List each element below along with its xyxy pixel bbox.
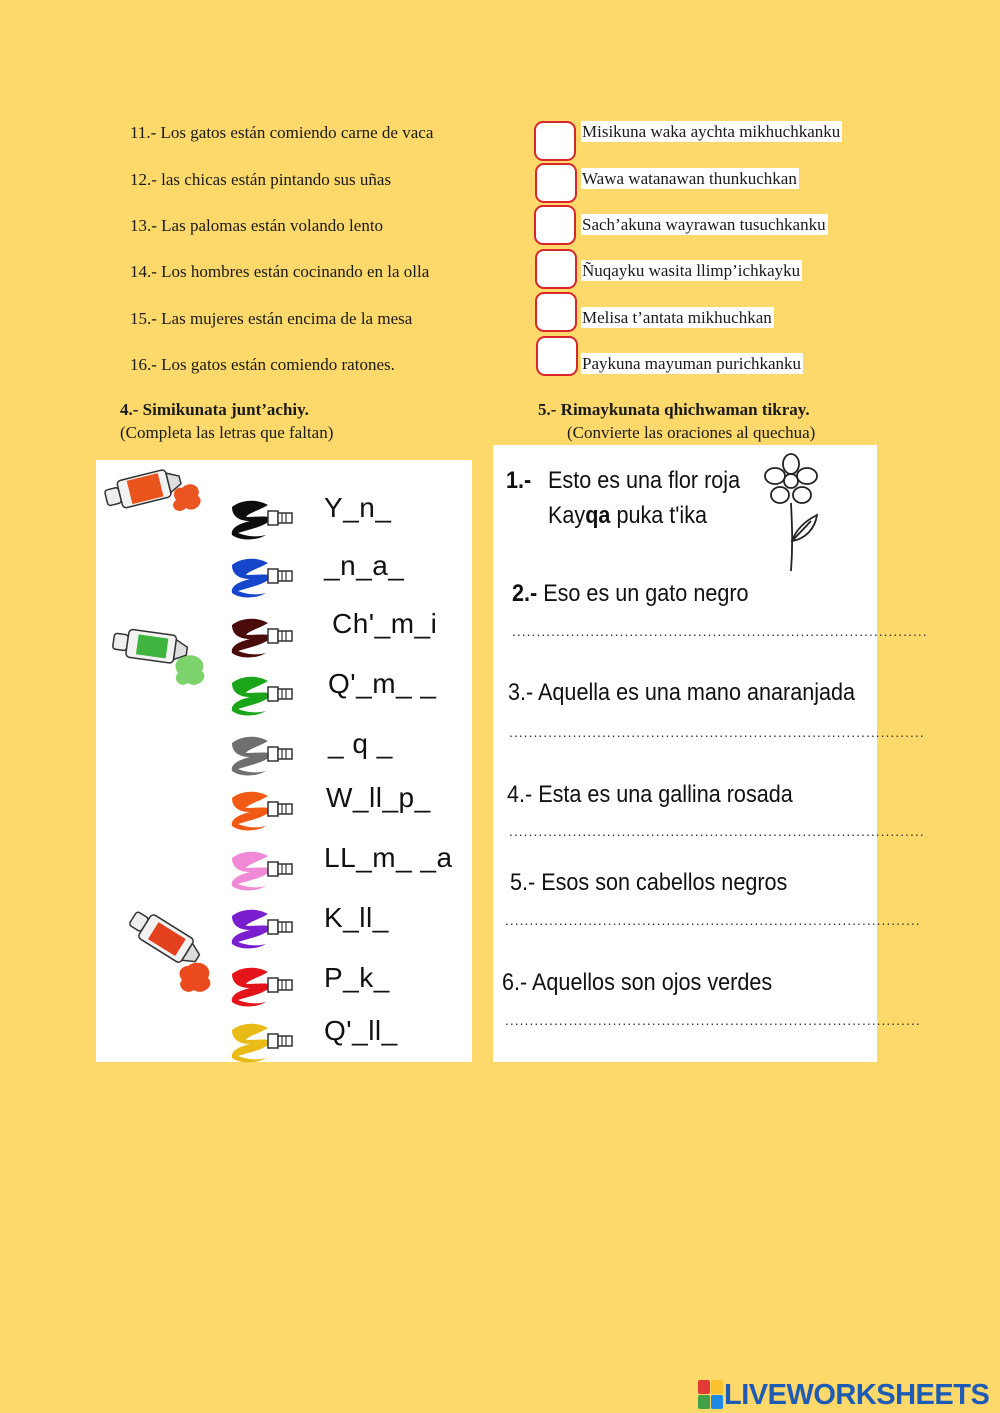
paint-blob-icon — [228, 848, 298, 892]
paint-blob-icon — [228, 555, 298, 599]
word-8: K_ll_ — [324, 902, 389, 933]
option-2: Wawa watanawan thunkuchkan — [582, 169, 797, 188]
paint-blob-icon — [228, 673, 298, 717]
answer-box-4[interactable] — [535, 249, 577, 289]
exercise-4-subtitle: (Completa las letras que faltan) — [120, 423, 334, 442]
option-4: Ñuqayku wasita llimp’ichkayku — [582, 261, 801, 280]
exercise-4-heading — [120, 400, 309, 420]
item-3: 3.- Aquella es una mano anaranjada — [508, 679, 856, 706]
paint-blob-icon — [228, 1020, 298, 1064]
answer-line-3[interactable]: ..................................................................................... — [509, 724, 925, 740]
liveworksheets-brand: LIVEWORKSHEETS — [724, 1378, 990, 1411]
example-quechua-pre: Kay — [548, 502, 586, 529]
answer-box-5[interactable] — [535, 292, 577, 332]
exercise-5-title: Rimaykunata qhichwaman tikray. — [560, 400, 810, 419]
paint-blob-icon — [228, 497, 298, 541]
example-quechua-post: puka t'ika — [610, 502, 708, 529]
colors-panel — [96, 460, 472, 1062]
answer-line-5[interactable]: ..................................................................................... — [505, 912, 921, 928]
word-4: Q'_m_ _ — [328, 668, 437, 699]
paint-blob-icon — [228, 733, 298, 777]
example-number: 1.- — [506, 467, 532, 494]
translation-panel — [493, 445, 928, 1062]
answer-box-2[interactable] — [535, 163, 577, 203]
liveworksheets-logo-icon — [698, 1380, 724, 1410]
item-5: 5.- Esos son cabellos negros — [510, 869, 788, 896]
word-1: Y_n_ — [324, 492, 392, 523]
question-16: 16.- Los gatos están comiendo ratones. — [130, 355, 395, 374]
answer-line-6[interactable]: ..................................................................................... — [505, 1012, 921, 1028]
question-12: 12.- las chicas están pintando sus uñas — [130, 170, 392, 189]
item-2-number: 2.- — [512, 580, 538, 607]
option-6: Paykuna mayuman purichkanku — [582, 354, 802, 373]
paint-blob-icon — [228, 788, 298, 832]
question-14: 14.- Los hombres están cocinando en la olla — [130, 262, 430, 281]
exercise-5-heading — [538, 400, 810, 420]
answer-line-2[interactable]: ..................................................................................... — [512, 623, 928, 639]
question-13: 13.- Las palomas están volando lento — [130, 216, 384, 235]
word-3: Ch'_m_i — [332, 608, 438, 639]
exercise-4-number: 4.- — [120, 400, 139, 419]
paint-tube-red-icon — [98, 462, 208, 522]
answer-box-3[interactable] — [534, 205, 576, 245]
answer-line-4[interactable]: ..................................................................................... — [509, 823, 925, 839]
item-2 — [512, 580, 749, 608]
item-4: 4.- Esta es una gallina rosada — [507, 781, 793, 808]
example-quechua — [548, 502, 707, 530]
word-5: _ q _ — [328, 728, 393, 759]
flower-icon — [761, 449, 819, 575]
word-10: Q'_ll_ — [324, 1015, 398, 1046]
item-2-text: Eso es un gato negro — [537, 580, 749, 607]
option-5: Melisa t’antata mikhuchkan — [582, 308, 772, 327]
paint-blob-icon — [228, 906, 298, 950]
word-9: P_k_ — [324, 962, 390, 993]
option-1: Misikuna waka aychta mikhuchkanku — [582, 122, 841, 141]
option-3: Sach’akuna wayrawan tusuchkanku — [582, 215, 826, 234]
question-15: 15.- Las mujeres están encima de la mesa — [130, 309, 413, 328]
item-6: 6.- Aquellos son ojos verdes — [502, 969, 773, 996]
word-6: W_ll_p_ — [326, 782, 431, 813]
paint-blob-icon — [228, 615, 298, 659]
paint-blob-icon — [228, 964, 298, 1008]
example-quechua-bold: qa — [585, 502, 611, 529]
exercise-5-subtitle: (Convierte las oraciones al quechua) — [567, 423, 816, 442]
paint-tube-red2-icon — [116, 908, 226, 998]
answer-box-1[interactable] — [534, 121, 576, 161]
paint-tube-green-icon — [106, 625, 216, 695]
exercise-4-title: Simikunata junt’achiy. — [142, 400, 309, 419]
liveworksheets-logo — [698, 1378, 989, 1412]
question-11: 11.- Los gatos están comiendo carne de vaca — [130, 123, 434, 142]
example-spanish: Esto es una flor roja — [548, 467, 741, 494]
exercise-5-number: 5.- — [538, 400, 557, 419]
answer-box-6[interactable] — [536, 336, 578, 376]
word-7: LL_m_ _a — [324, 842, 453, 873]
word-2: _n_a_ — [324, 550, 405, 581]
